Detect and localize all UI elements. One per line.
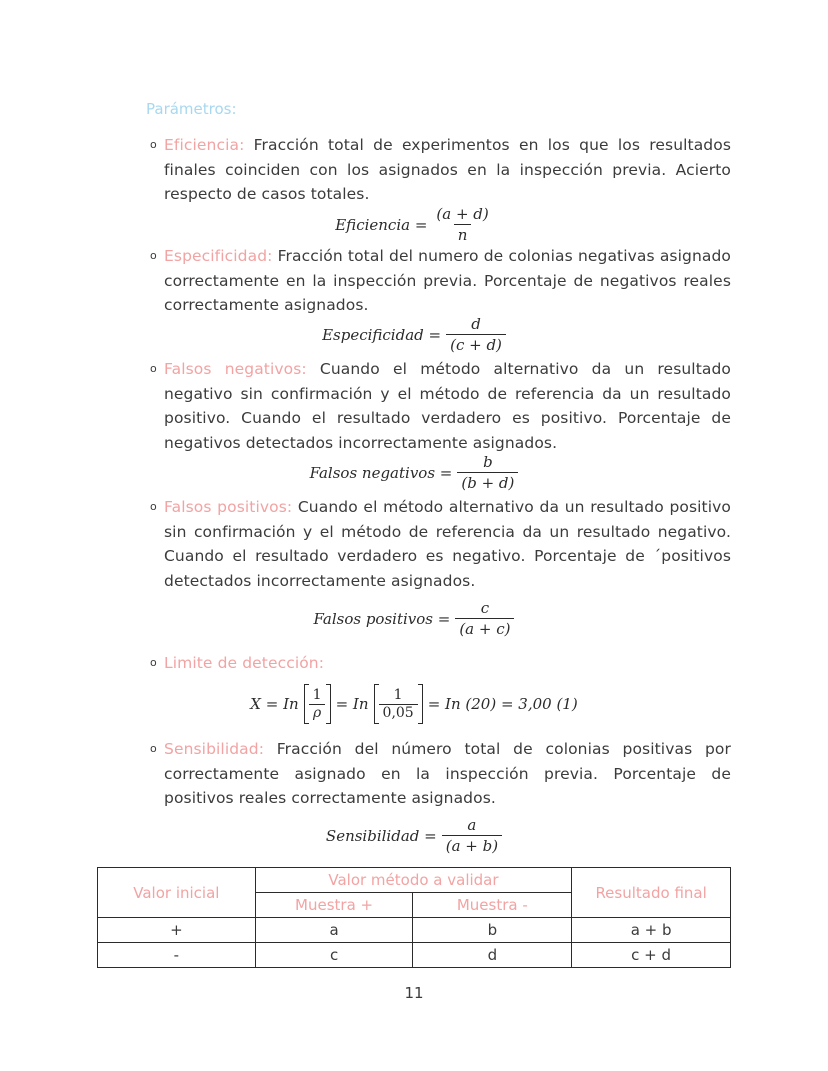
fraction-numerator: 1 xyxy=(393,686,403,703)
cell-pos: a xyxy=(255,918,413,943)
formula-falsos-positivos xyxy=(0,599,828,639)
formula-fraction xyxy=(442,816,502,856)
bullet-icon: o xyxy=(150,500,157,513)
fraction-denominator: n xyxy=(454,224,472,245)
fraction-denominator: (c + d) xyxy=(446,334,506,355)
param-falsos-negativos xyxy=(150,357,731,455)
term-label: Limite de detección: xyxy=(164,654,325,672)
cell-neg: d xyxy=(413,943,572,968)
param-falsos-positivos xyxy=(150,495,731,593)
table-row xyxy=(98,943,731,968)
term-label: Sensibilidad: xyxy=(164,740,265,758)
table-header-row xyxy=(98,868,731,893)
formula-lhs: Especificidad = xyxy=(322,326,442,344)
bullet-icon: o xyxy=(150,742,157,755)
formula-fraction xyxy=(455,599,514,639)
fraction-numerator: 1 xyxy=(312,686,322,703)
param-especificidad xyxy=(150,244,731,318)
formula-sensibilidad xyxy=(0,816,828,856)
table-row xyxy=(98,918,731,943)
cell-initial: - xyxy=(98,943,256,968)
fraction-numerator: a xyxy=(467,816,477,834)
term-label: Especificidad: xyxy=(164,247,273,265)
formula-rhs: = In (20) = 3,00 (1) xyxy=(427,695,578,713)
page-number: 11 xyxy=(404,984,424,1002)
section-heading: Parámetros: xyxy=(146,100,237,118)
formula-lhs: Sensibilidad = xyxy=(325,827,437,845)
fraction-denominator: (b + d) xyxy=(457,472,518,493)
formula-fraction xyxy=(309,687,326,722)
cell-result: a + b xyxy=(572,918,731,943)
cell-initial: + xyxy=(98,918,256,943)
fraction-denominator: (a + b) xyxy=(442,835,502,856)
formula-fraction xyxy=(457,453,518,493)
formula-lhs: X = In xyxy=(250,695,299,713)
formula-fraction xyxy=(379,687,418,722)
formula-fraction xyxy=(446,315,506,355)
term-label: Falsos positivos: xyxy=(164,498,293,516)
term-label: Eficiencia: xyxy=(164,136,245,154)
fraction-numerator: (a + d) xyxy=(436,205,489,223)
param-sensibilidad xyxy=(150,737,731,811)
formula-lhs: Falsos positivos = xyxy=(313,610,451,628)
header-valor-inicial: Valor inicial xyxy=(98,868,256,918)
term-description: Cuando el método alternativo da un resultado negativo sin confirmación y el método de referencia da un resultado positivo. Cuando el resultado verdadero es positivo. Porcentaje de negativos detectados incorrectamente asignados. xyxy=(164,360,731,452)
fraction-denominator: (a + c) xyxy=(455,618,514,639)
cell-neg: b xyxy=(413,918,572,943)
cell-result: c + d xyxy=(572,943,731,968)
formula-eficiencia xyxy=(0,205,828,245)
term-description: Fracción total del numero de colonias negativas asignado correctamente en la inspección previa. Porcentaje de negativos reales correctamente asignados. xyxy=(164,247,731,314)
fraction-numerator: c xyxy=(480,599,490,617)
fraction-numerator: d xyxy=(471,315,481,333)
fraction-numerator: b xyxy=(483,453,493,471)
term-description: Fracción del número total de colonias positivas por correctamente asignado en la inspección previa. Porcentaje de positivos reales correctamente asignados. xyxy=(164,740,731,807)
header-valor-metodo: Valor método a validar xyxy=(255,868,572,893)
formula-falsos-negativos xyxy=(0,453,828,493)
term-label: Falsos negativos: xyxy=(164,360,307,378)
header-resultado-final: Resultado final xyxy=(572,868,731,918)
bullet-icon: o xyxy=(150,138,157,151)
term-description: Fracción total de experimentos en los que los resultados finales coinciden con los asignados en la inspección previa. Acierto respecto de casos totales. xyxy=(164,136,731,203)
fraction-denominator: ρ xyxy=(309,704,325,722)
cell-pos: c xyxy=(255,943,413,968)
fraction-denominator: 0,05 xyxy=(379,704,418,722)
results-table xyxy=(97,867,731,968)
header-muestra-neg: Muestra - xyxy=(413,893,572,918)
param-limite-deteccion xyxy=(150,651,731,676)
header-muestra-pos: Muestra + xyxy=(255,893,413,918)
formula-especificidad xyxy=(0,315,828,355)
formula-lhs: Eficiencia = xyxy=(335,216,428,234)
formula-limite-deteccion xyxy=(0,684,828,724)
formula-fraction xyxy=(432,205,492,245)
bullet-icon: o xyxy=(150,362,157,375)
bullet-icon: o xyxy=(150,656,157,669)
term-description: Cuando el método alternativo da un resultado positivo sin confirmación y el método de referencia da un resultado negativo. Cuando el resultado verdadero es negativo. Porcentaje de ´positivos detectados incorrectamente asignados. xyxy=(164,498,731,590)
bullet-icon: o xyxy=(150,249,157,262)
param-eficiencia xyxy=(150,133,731,207)
bracket-group xyxy=(304,684,331,724)
bracket-group xyxy=(374,684,423,724)
formula-middle: = In xyxy=(335,695,369,713)
formula-lhs: Falsos negativos = xyxy=(309,464,453,482)
